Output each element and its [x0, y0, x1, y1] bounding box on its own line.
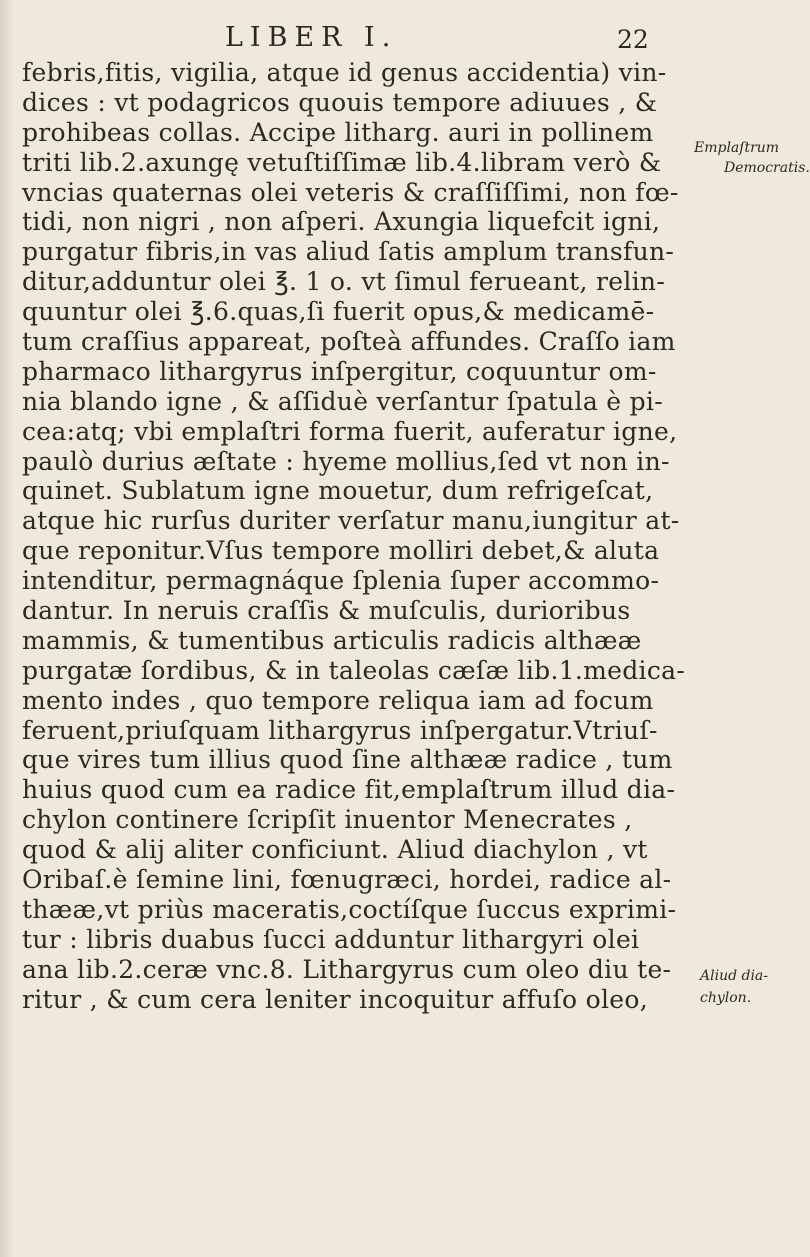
text-line: paulò durius æſtate : hyeme mollius,ſed vt non in- — [22, 446, 670, 476]
page-number: 22 — [617, 25, 649, 54]
text-line: febris,fitis, vigilia, atque id genus accidentia) vin- — [22, 58, 667, 87]
text-line: intenditur, permagnáque ſplenia ſuper accommo- — [22, 566, 660, 596]
text-line: thææ,vt priùs maceratis,coctíſque ſuccus exprimi- — [22, 894, 677, 924]
text-line: ritur , & cum cera leniter incoquitur affuſo oleo, — [22, 984, 648, 1014]
text-line: chylon continere ſcripſit inuentor Menecrates , — [22, 805, 633, 835]
running-title: LIBER I. — [225, 22, 398, 53]
text-line: tum craſſius appareat, poſteà affundes. Craſſo iam — [22, 327, 676, 357]
page-header — [0, 22, 800, 62]
text-line: quinet. Sublatum igne mouetur, dum refrigeſcat, — [22, 476, 654, 506]
text-line: prohibeas collas. Accipe litharg. auri in pollinem — [22, 117, 654, 147]
text-line: purgatur fibris,in vas aliud ſatis amplum transfun- — [22, 237, 675, 267]
text-line: dices : vt podagricos quouis tempore adiuues , & — [22, 87, 658, 117]
margin-note: Democratis. — [724, 160, 810, 176]
text-line: triti lib.2.axungę vetuſtiſſimæ lib.4.libram verò & — [22, 147, 662, 177]
text-line: purgatæ ſordibus, & in taleolas cæſæ lib.1.medica- — [22, 655, 686, 685]
margin-note: chylon. — [700, 990, 752, 1006]
text-line: huius quod cum ea radice fit,emplaſtrum illud dia- — [22, 775, 676, 805]
text-line: mento indes , quo tempore reliqua iam ad focum — [22, 685, 654, 715]
text-line: pharmaco lithargyrus inſpergitur, coquuntur om- — [22, 356, 657, 386]
text-line: que vires tum illius quod ſine althææ radice , tum — [22, 745, 673, 775]
text-line: ana lib.2.ceræ vnc.8. Lithargyrus cum oleo diu te- — [22, 954, 672, 984]
page-gutter — [0, 0, 14, 1257]
text-line: dantur. In neruis craſſis & muſculis, durioribus — [22, 596, 631, 626]
text-line: cea:atq; vbi emplaſtri forma fuerit, auferatur igne, — [22, 416, 678, 446]
text-line: ditur,adduntur olei ℥. 1 o. vt ſimul ferueant, relin- — [22, 267, 666, 297]
body-text — [22, 58, 686, 1015]
text-line: mammis, & tumentibus articulis radicis althææ — [22, 625, 642, 655]
text-line: tur : libris duabus ſucci adduntur lithargyri olei — [22, 924, 640, 954]
text-line: Oribaſ.è ſemine lini, fœnugræci, hordei, radice al- — [22, 865, 672, 895]
text-line: que reponitur.Vſus tempore molliri debet,& aluta — [22, 536, 660, 566]
margin-note: Emplaſtrum — [694, 140, 780, 156]
text-line: quod & alij aliter conficiunt. Aliud diachylon , vt — [22, 835, 648, 865]
text-line: tidi, non nigri , non aſperi. Axungia liquefcit igni, — [22, 207, 661, 237]
text-line: vncias quaternas olei veteris & craſſiſſimi, non fœ- — [22, 177, 679, 207]
margin-note: Aliud dia- — [700, 968, 769, 984]
text-line: feruent,priuſquam lithargyrus inſpergatur.Vtriuſ- — [22, 715, 658, 745]
text-line: atque hic rurſus duriter verſatur manu,iungitur at- — [22, 506, 680, 536]
text-line: quuntur olei ℥.6.quas,ſi fuerit opus,& medicamē- — [22, 297, 655, 327]
text-line: nia blando igne , & aſſiduè verſantur ſpatula è pi- — [22, 386, 663, 416]
